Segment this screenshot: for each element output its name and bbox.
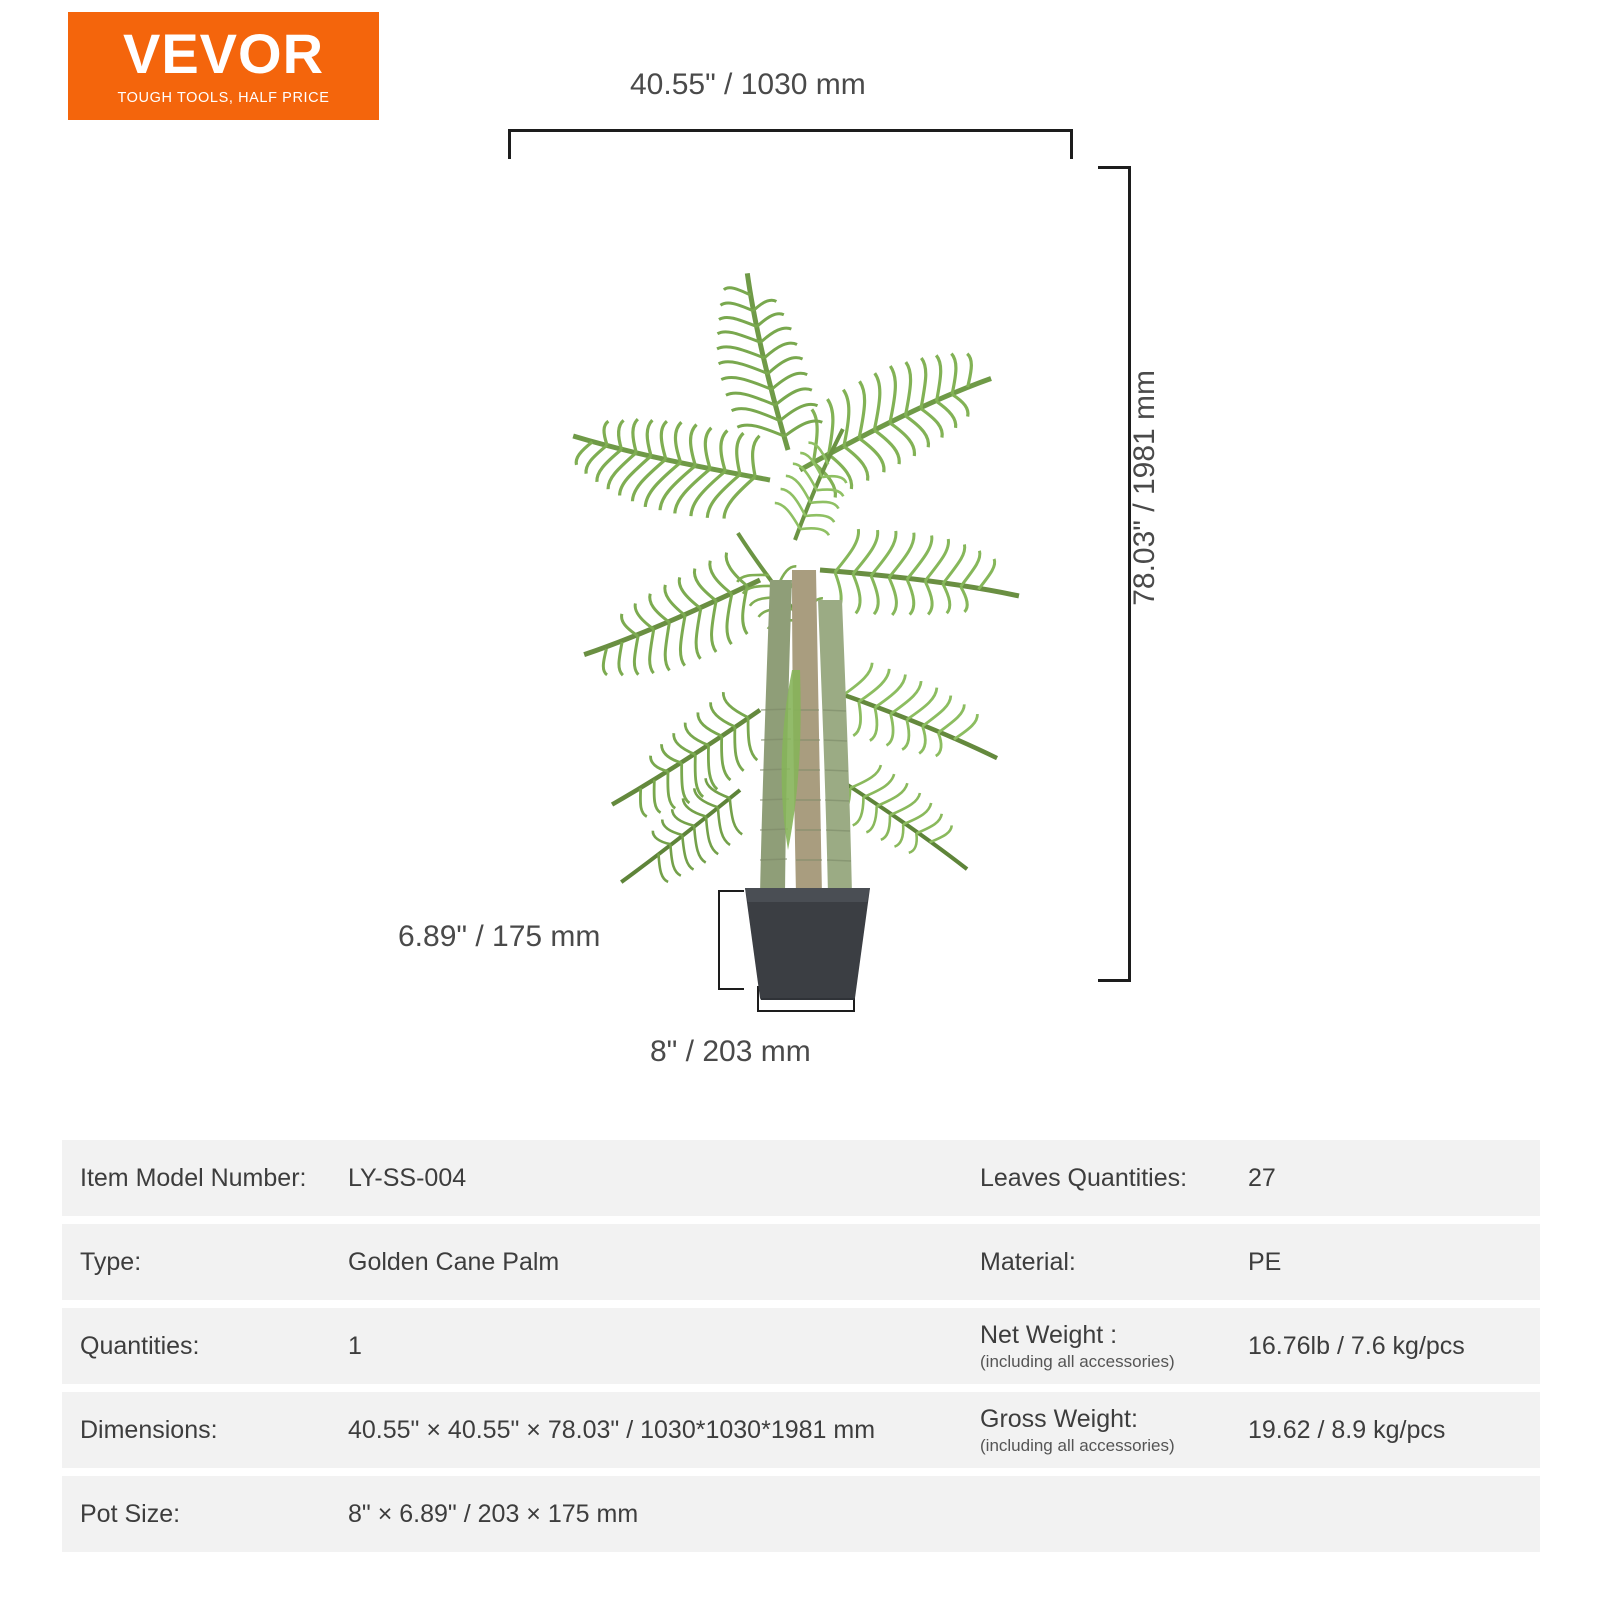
spec-label [962, 1320, 1248, 1372]
spec-label: Item Model Number: [80, 1164, 307, 1192]
row-right-cell [962, 1392, 1540, 1468]
row-right-cell [962, 1476, 1540, 1552]
row-left-cell [62, 1224, 962, 1300]
spec-value: LY-SS-004 [348, 1163, 467, 1192]
spec-value: Golden Cane Palm [348, 1247, 560, 1276]
width-bracket-line [508, 129, 1073, 132]
spec-label [962, 1404, 1248, 1456]
spec-value: 40.55" × 40.55" × 78.03" / 1030*1030*1981 mm [348, 1415, 876, 1444]
spec-label-text: Gross Weight: [980, 1404, 1138, 1433]
pot-width-bracket-line [757, 1010, 855, 1012]
row-right-cell [962, 1308, 1540, 1384]
spec-label: Material: [980, 1248, 1076, 1276]
product-image-golden-cane-palm [440, 150, 1120, 1000]
spec-label: Type: [80, 1248, 142, 1276]
table-row [62, 1392, 1540, 1468]
spec-label: Dimensions: [80, 1416, 218, 1444]
spec-value: 1 [348, 1331, 362, 1360]
spec-label: Quantities: [80, 1332, 200, 1360]
table-row [62, 1140, 1540, 1216]
height-dimension-label: 78.03" / 1981 mm [1128, 370, 1161, 606]
trunks [760, 570, 852, 895]
spec-label-note: (including all accessories) [980, 1435, 1175, 1455]
product-pot [745, 888, 870, 1000]
row-right-cell [962, 1224, 1540, 1300]
row-left-cell [62, 1308, 962, 1384]
table-row [62, 1224, 1540, 1300]
table-row [62, 1476, 1540, 1552]
spec-label-note: (including all accessories) [980, 1351, 1175, 1371]
width-dimension-label: 40.55" / 1030 mm [630, 68, 866, 101]
row-left-cell [62, 1392, 962, 1468]
pot-width-dimension-label: 8" / 203 mm [650, 1035, 811, 1068]
spec-label: Leaves Quantities: [980, 1164, 1188, 1192]
brand-name: VEVOR [122, 22, 325, 85]
row-left-cell [62, 1140, 962, 1216]
spec-value: PE [1248, 1247, 1282, 1276]
table-row [62, 1308, 1540, 1384]
spec-value: 16.76lb / 7.6 kg/pcs [1248, 1331, 1465, 1360]
vevor-logo [68, 12, 379, 120]
pot-height-dimension-label: 6.89" / 175 mm [398, 920, 601, 953]
spec-value: 8" × 6.89" / 203 × 175 mm [348, 1499, 639, 1528]
specification-table [62, 1140, 1540, 1560]
spec-value: 27 [1248, 1163, 1276, 1192]
row-left-cell [62, 1476, 962, 1552]
spec-label-text: Net Weight : [980, 1320, 1118, 1349]
spec-value: 19.62 / 8.9 kg/pcs [1248, 1415, 1446, 1444]
row-right-cell [962, 1140, 1540, 1216]
spec-label: Pot Size: [80, 1500, 181, 1528]
brand-tagline: TOUGH TOOLS, HALF PRICE [117, 90, 330, 106]
